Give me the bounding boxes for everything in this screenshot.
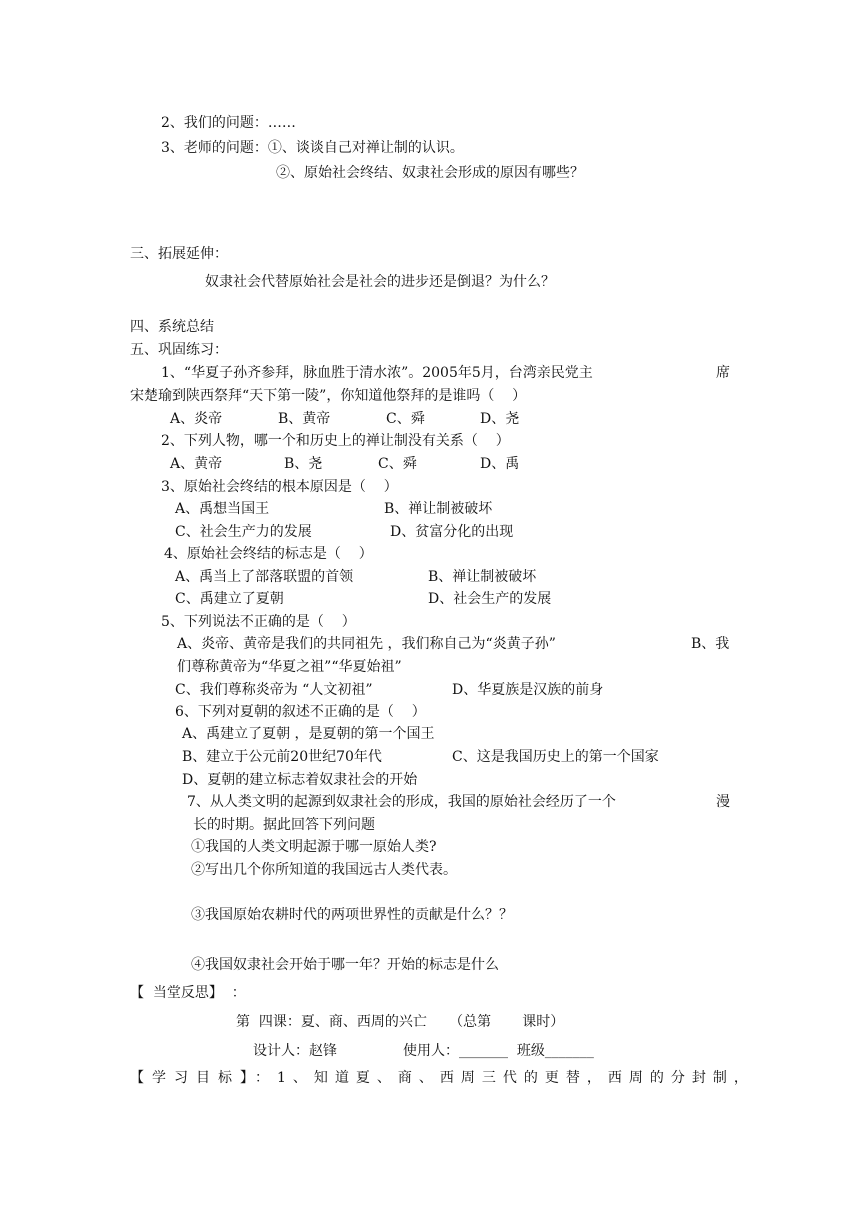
q4-option: C、禹建立了夏朝	[175, 591, 284, 607]
question-line-3b: ②、原始社会终结、奴隶社会形成的原因有哪些？	[276, 165, 584, 181]
q5-option-c: C、我们尊称炎帝为 “人文初祖”	[175, 682, 373, 698]
q3-option: A、禹想当国王	[175, 501, 270, 517]
q4-option: D、社会生产的发展	[428, 591, 552, 607]
section-3-question: 奴隶社会代替原始社会是社会的进步还是倒退？为什么？	[205, 274, 555, 290]
q7-sub-4: ④我国奴隶社会开始于哪一年？开始的标志是什么	[191, 957, 499, 973]
q1-option: A、炎帝	[170, 411, 223, 427]
q7-sub-2: ②写出几个你所知道的我国远古人类代表。	[191, 862, 457, 878]
q2-option: D、禹	[480, 456, 520, 472]
q2-line: 2、下列人物，哪一个和历史上的禅让制没有关系（ ）	[161, 433, 510, 449]
q5-option-a: A、炎帝、黄帝是我们的共同祖先 ，我们称自己为“炎黄子孙”	[177, 636, 556, 652]
q2-option: B、尧	[284, 456, 323, 472]
question-line-3: 3、老师的问题：①、谈谈自己对禅让制的认识。	[161, 140, 464, 156]
q1-option: B、黄帝	[278, 411, 331, 427]
q6-option-a: A、禹建立了夏朝 ，是夏朝的第一个国王	[182, 726, 435, 742]
lesson-title: 第 四课：夏、商、西周的兴亡 （总第 课时）	[236, 1014, 565, 1030]
q6-line: 6、下列对夏朝的叙述不正确的是（ ）	[175, 704, 426, 720]
q5-line: 5、下列说法不正确的是（ ）	[161, 614, 356, 630]
designer-line: 设计人：赵锋	[253, 1043, 337, 1059]
q3-option: B、禅让制被破坏	[384, 501, 493, 517]
q5-option-b: B、我	[691, 636, 730, 652]
q1-line-b: 席	[716, 365, 730, 381]
q1-option: C、舜	[386, 411, 425, 427]
user-class-line: 使用人：_______ 班级_______	[403, 1043, 594, 1059]
q2-option: C、舜	[378, 456, 417, 472]
reflection-heading: 【 当堂反思】 ：	[130, 985, 246, 1001]
q6-option-d: D、夏朝的建立标志着奴隶社会的开始	[182, 772, 418, 788]
objectives-text: 1、知道夏、商、西周三代的更替，西周的分封制，	[277, 1070, 755, 1086]
q7-sub-1: ①我国的人类文明起源于哪一原始人类?	[191, 839, 437, 855]
q5-option-d: D、华夏族是汉族的前身	[452, 682, 604, 698]
q4-option: B、禅让制被破坏	[428, 569, 537, 585]
q2-option: A、黄帝	[170, 456, 223, 472]
section-4-title: 四、系统总结	[130, 319, 214, 335]
q3-option: D、贫富分化的出现	[390, 524, 514, 540]
q3-option: C、社会生产力的发展	[175, 524, 312, 540]
objectives-label: 【学习目标】：	[130, 1070, 277, 1086]
q7-line-b: 漫	[716, 794, 730, 810]
q6-option-c: C、这是我国历史上的第一个国家	[452, 749, 659, 765]
q1-line-c: 宋楚瑜到陕西祭拜“天下第一陵”，你知道他祭拜的是谁吗（ ）	[130, 388, 527, 404]
question-line-2: 2、我们的问题：……	[161, 115, 296, 131]
section-3-title: 三、拓展延伸：	[130, 246, 228, 262]
q6-option-b: B、建立于公元前20世纪70年代	[182, 749, 382, 765]
q5-option-b-cont: 们尊称黄帝为“华夏之祖”“华夏始祖”	[177, 659, 402, 675]
q7-line-c: 长的时期。据此回答下列问题	[193, 817, 375, 833]
q4-option: A、禹当上了部落联盟的首领	[175, 569, 354, 585]
q1-option: D、尧	[480, 411, 520, 427]
q1-line-a: 1、“华夏子孙齐参拜，脉血胜于清水浓”。2005年5月，台湾亲民党主	[161, 365, 593, 381]
section-5-title: 五、巩固练习：	[130, 342, 228, 358]
q4-line: 4、原始社会终结的标志是（ ）	[164, 546, 373, 562]
q3-line: 3、原始社会终结的根本原因是（ ）	[161, 479, 398, 495]
q7-sub-3: ③我国原始农耕时代的两项世界性的贡献是什么？？	[191, 907, 513, 923]
objectives-line	[130, 1069, 755, 1087]
q7-line-a: 7、从人类文明的起源到奴隶社会的形成，我国的原始社会经历了一个	[187, 794, 616, 810]
